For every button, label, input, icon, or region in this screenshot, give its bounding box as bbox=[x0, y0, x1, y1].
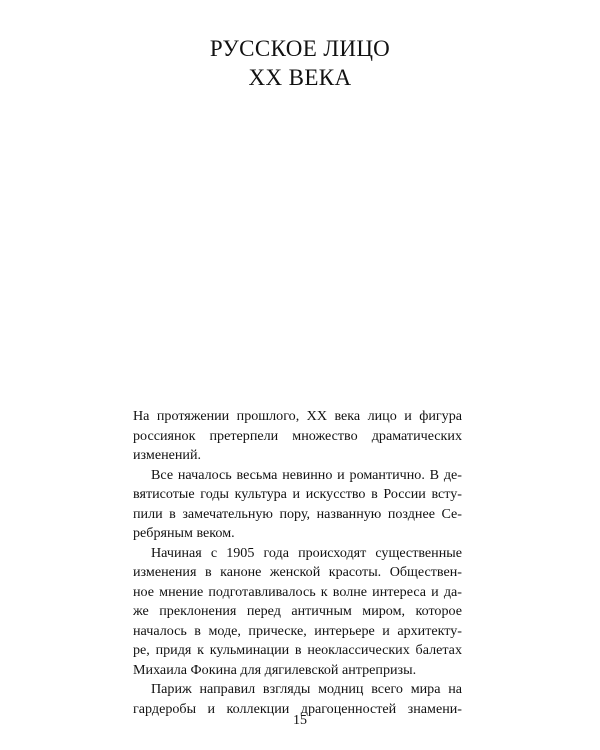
text-line: началось в моде, прическе, интерьере и архитекту- bbox=[133, 622, 462, 639]
paragraph-2 bbox=[133, 466, 462, 544]
page-number: 15 bbox=[293, 713, 307, 728]
chapter-title-line-2: XX ВЕКА bbox=[248, 65, 352, 90]
text-line: гардеробы и коллекции драгоценностей знамени- bbox=[133, 700, 462, 717]
text-line: вятисотые годы культура и искусство в России всту- bbox=[133, 486, 462, 502]
text-line: изменений. bbox=[133, 447, 202, 463]
text-line: же преклонения перед античным миром, которое bbox=[133, 603, 462, 619]
text-line: ное мнение подготавливалось к волне интереса и да- bbox=[133, 583, 462, 600]
paragraph-1 bbox=[133, 407, 462, 466]
text-line: изменения в каноне женской красоты. Обществен- bbox=[133, 564, 462, 580]
chapter-title-line-1: РУССКОЕ ЛИЦО bbox=[209, 36, 391, 61]
text-line: ре, придя к кульминации в неоклассических балетах bbox=[133, 642, 462, 658]
text-line: Начиная с 1905 года происходят существенные bbox=[151, 544, 462, 561]
text-line: Париж направил взгляды модниц всего мира на bbox=[151, 681, 462, 697]
text-line: россиянок претерпели множество драматических bbox=[133, 427, 462, 444]
text-line: На протяжении прошлого, XX века лицо и фигура bbox=[133, 408, 462, 424]
text-line: пили в замечательную пору, названную позднее Се- bbox=[133, 505, 462, 522]
text-line: Михаила Фокина для дягилевской антрепризы. bbox=[133, 661, 417, 678]
chapter-title bbox=[0, 34, 600, 92]
text-line: Все началось весьма невинно и романтично. В де- bbox=[151, 466, 462, 483]
body-text bbox=[133, 407, 462, 719]
paragraph-3 bbox=[133, 544, 462, 681]
text-line: ребряным веком. bbox=[133, 525, 235, 541]
